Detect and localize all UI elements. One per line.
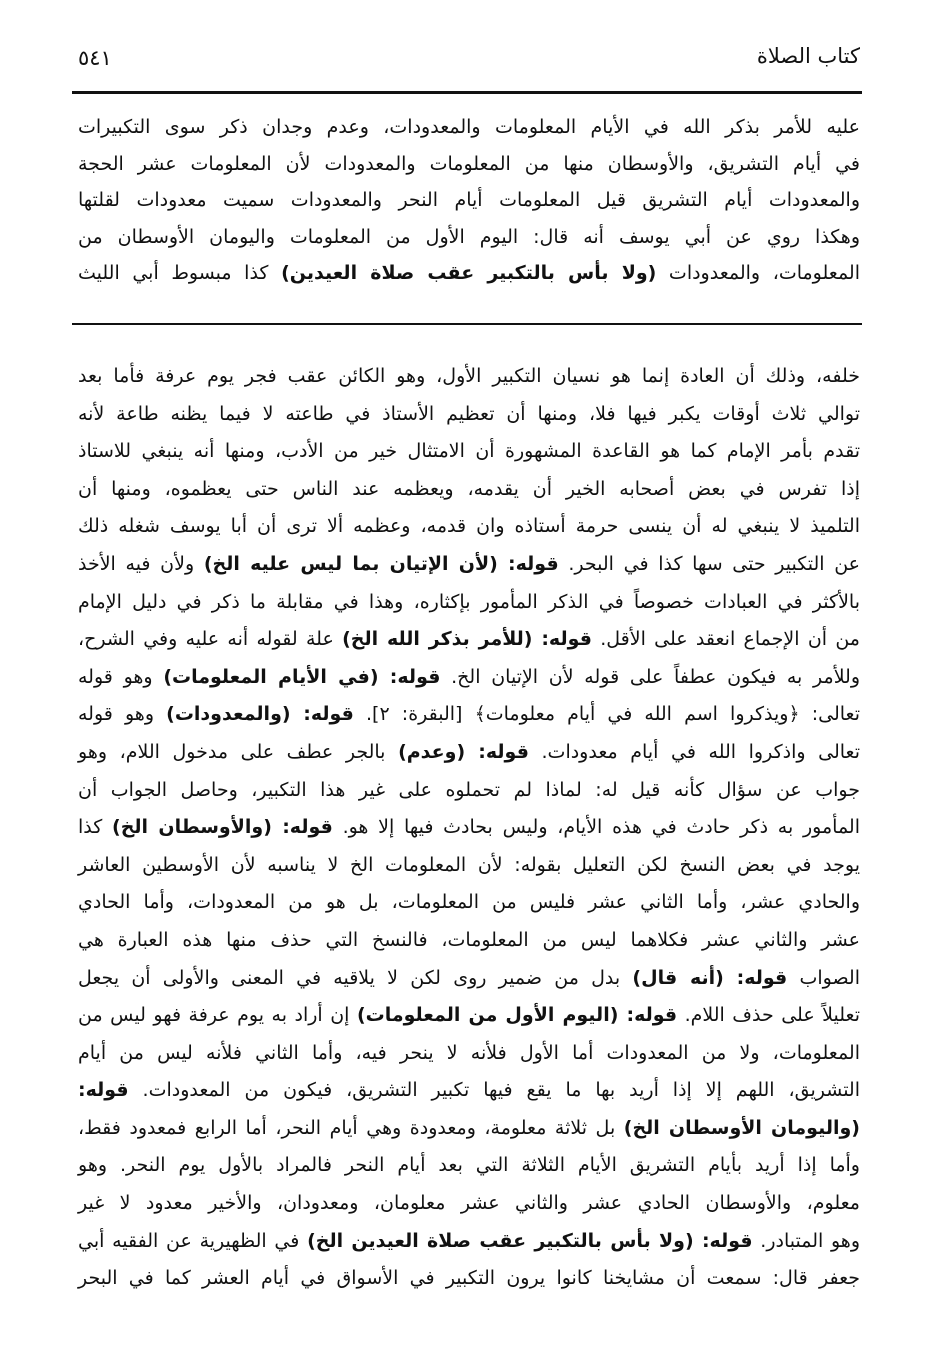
text-line [78,884,860,922]
text-line [78,960,860,998]
text-segment: بالأكثر في العبادات خصوصاً في الذكر المأمور بإكثاره، وهذا في مقابلة ما ذكر في دليل الإمام [78,590,860,613]
text-line [78,182,860,219]
text-segment: في أيام التشريق، والأوسطان منها من المعلومات والمعدودات لأن المعلومات عشر الحجة [78,152,860,175]
commentary-text [78,358,860,1298]
bold-quote-segment: (واليومان الأوسطان الخ) [623,1116,860,1139]
bold-quote-segment: قوله: (ولا بأس بالتكبير عقب صلاة العيدين الخ) [307,1229,753,1252]
text-line [78,219,860,256]
text-line [78,433,860,471]
text-segment: جواب عن سؤال كأنه قيل له: لماذا لم تحملوه على غير هذا التكبير، وحاصل الجواب أن [78,778,860,801]
header-divider [72,91,862,94]
text-line [78,546,860,584]
bold-quote-segment: قوله: (وعدم) [398,740,529,763]
bold-quote-segment: قوله: (أنه قال) [632,966,788,989]
text-line [78,584,860,622]
text-line [78,1260,860,1298]
text-line [78,922,860,960]
text-segment: التشريق، اللهم إلا إذا أريد بها ما يقع فيها تكبير التشريق، فيكون من المعدودات. [128,1079,860,1102]
text-segment: الصواب [787,966,860,989]
text-segment: ولأن فيه الأخذ [78,552,204,575]
text-segment: والمعدودات أيام التشريق قيل المعلومات أيام النحر والمعدودات سميت معدودات لقلتها [78,189,860,211]
text-line [78,621,860,659]
text-segment: كذا [78,816,113,839]
text-line [78,1223,860,1261]
text-line [78,696,860,734]
text-line [78,1110,860,1148]
text-segment: تعالى: ﴿ويذكروا اسم الله في أيام معلومات﴾ [البقرة: ٢]. [353,703,860,726]
text-line [78,1147,860,1185]
text-segment: التلميذ لا ينبغي له أن ينسى حرمة أستاذه وان قدمه، وعظمه ألا ترى أن أبا يوسف شغله ذلك [78,515,860,538]
text-segment: بالجر عطف على مدخول اللام، وهو [78,740,399,763]
bold-quote-segment: قوله: (لأن الإتيان بما ليس عليه الخ) [203,552,559,575]
text-segment: وهو قوله [78,665,164,688]
text-segment: بدل من ضمير روى لكن لا يلاقيه في المعنى والأولى أن يجعل [78,966,633,989]
chapter-title: كتاب الصلاة [756,44,860,68]
text-segment: والحادي عشر، وأما الثاني عشر فليس من المعلومات، بل هو من المعدودات، وأما الحادي [78,891,860,914]
text-segment: إن أراد به يوم عرفة فهو ليس من [78,1004,357,1027]
text-line [78,734,860,772]
text-segment: كذا مبسوط أبي الليث [78,262,282,284]
text-segment: خلفه، وذلك أن العادة إنما هو نسيان التكبير الأول، وهو الكائن عقب فجر يوم عرفة فأما بعد [78,365,860,387]
text-line [78,508,860,546]
text-segment: عشر والثاني عشر فكلاهما ليس من المعلومات، فالنسخ التي حذف منها هذه العبارة هي [78,928,860,951]
text-segment: توالي ثلاث أوقات يكبر فيها فلا، ومنها أن تعظيم الأستاذ في طاعته لا فيما يظنه طاعة لأنه [78,402,860,425]
text-segment: وهكذا روي عن أبي يوسف أنه قال: اليوم الأول من المعلومات واليومان الأوسطان من [78,225,860,248]
text-segment: المأمور به ذكر حادث في هذه الأيام، وليس بحادث فيها إلا هو. [332,816,860,839]
page-number: ٥٤١ [78,46,112,70]
text-line [78,255,860,292]
text-segment: وأما إذا أريد بأيام التشريق الأيام الثلاثة التي بعد أيام النحر فالمراد بالأول يوم النحر. وهو [78,1154,860,1177]
bold-quote-segment: قوله: (اليوم الأول من المعلومات) [356,1004,678,1027]
text-line [78,659,860,697]
text-line [78,997,860,1035]
text-segment: تعالى واذكروا الله في أيام معدودات. [528,740,861,763]
text-segment: جعفر قال: سمعت أن مشايخنا كانوا يرون التكبير في الأسواق في أيام العشر كما في البحر [78,1267,860,1290]
text-line [78,772,860,810]
bold-quote-segment: قوله: (للأمر بذكر الله الخ) [342,628,592,651]
running-header [78,44,860,78]
text-line [78,1185,860,1223]
text-segment: علة لقوله أنه عليه وفي الشرح، [78,628,343,651]
bold-quote-segment: قوله: [78,1079,129,1102]
text-segment: من أن الإجماع انعقد على الأقل. [591,628,860,651]
text-segment: بل ثلاثة معلومة، ومعدودة وهي أيام النحر، أما الرابع فمعدود فقط، [78,1116,624,1139]
text-segment: وهو المتبادر. [752,1229,861,1252]
text-segment: عن التكبير حتى سها كذا في البحر. [558,552,861,575]
text-segment: تقدم بأمر الإمام كما هو القاعدة المشهورة أن الامتثال خير من الأدب، ومنها أنه ينبغي للاستاذ [78,440,860,463]
matn-text [78,109,860,292]
text-segment: وهو قوله [78,703,167,726]
text-segment: عليه للأمر بذكر الله في الأيام المعلومات والمعدودات، وعدم وجدان ذكر سوى التكبيرات [78,116,860,138]
text-line [78,1072,860,1110]
text-line [78,146,860,183]
text-segment: إذا تفرس في بعض أصحابه الخير أن يقدمه، ويعظمه عند الناس حتى يعظموه، ومنها أن [78,477,860,500]
text-segment: في الظهيرية عن الفقيه أبي [78,1229,308,1252]
text-segment: معلوم، والأوسطان الحادي عشر والثاني عشر معلومان، ومعدودان، والأخير معدود لا غير [78,1192,860,1215]
text-line [78,1035,860,1073]
text-line [78,109,860,146]
text-segment: يوجد في بعض النسخ لكن التعليل بقوله: لأن المعلومات الخ لا يناسبه لأن الأوسطين العاشر [78,853,860,876]
text-line [78,471,860,509]
bold-quote-segment: قوله: (والمعدودات) [166,703,354,726]
bold-quote-segment: قوله: (والأوسطان الخ) [112,816,333,839]
text-segment: وللأمر به فيكون عطفاً على قوله لأن الإتيان الخ. [440,665,860,688]
text-segment: المعلومات، والمعدودات [656,262,860,284]
text-line [78,847,860,885]
bold-quote-segment: (ولا بأس بالتكبير عقب صلاة العيدين) [281,262,657,284]
bold-quote-segment: قوله: (في الأيام المعلومات) [163,665,441,688]
text-line [78,358,860,396]
section-divider [72,323,862,325]
text-line [78,809,860,847]
text-line [78,396,860,434]
text-segment: المعلومات، ولا من المعدودات أما الأول فلأنه لا ينحر فيه، وأما الثاني فلأنه ليس من أيام [78,1041,860,1064]
text-segment: تعليلاً على حذف اللام. [677,1004,860,1027]
